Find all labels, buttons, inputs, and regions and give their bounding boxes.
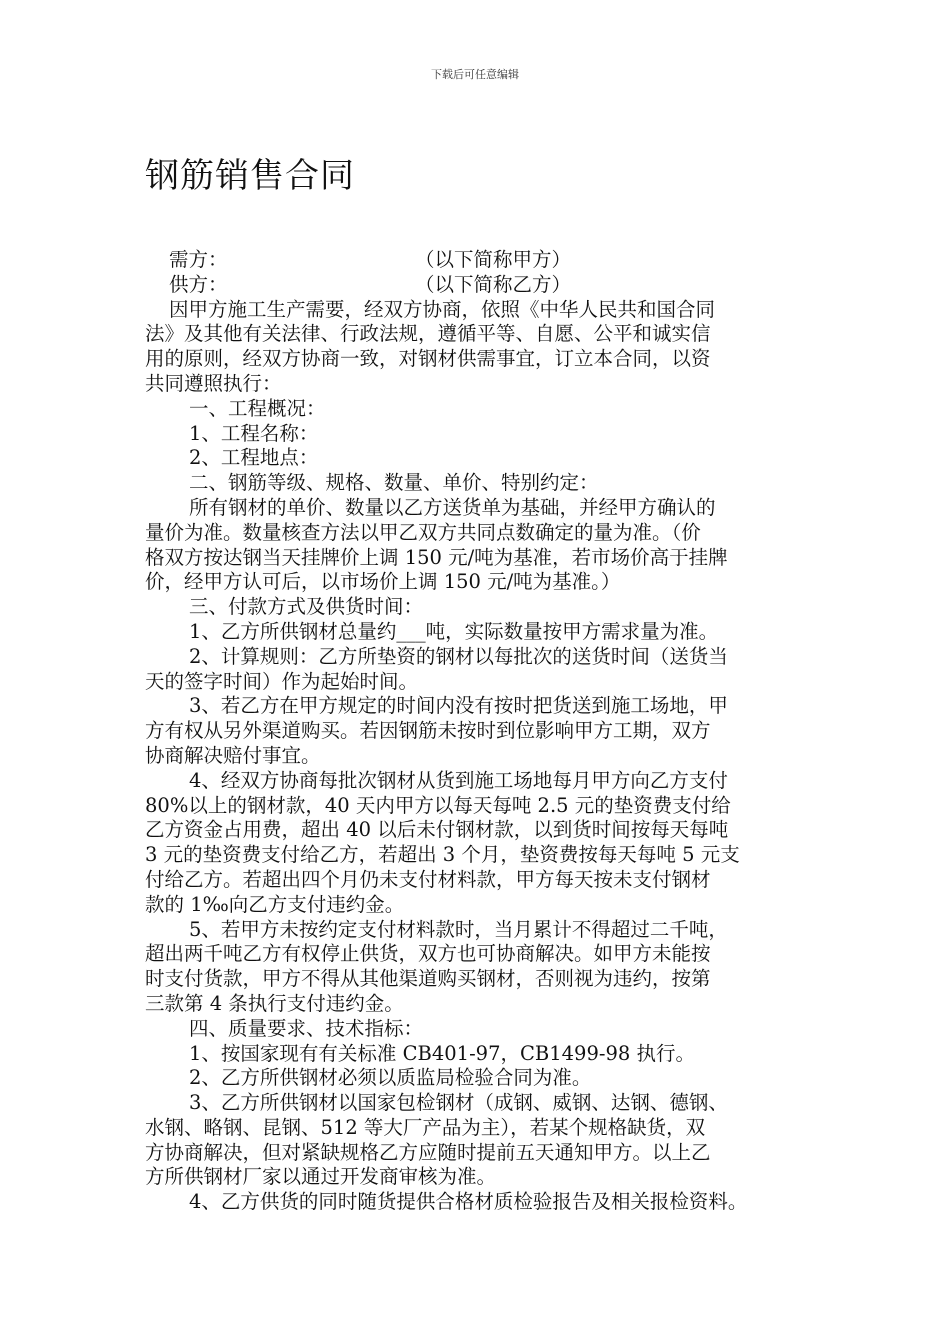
- paragraph-line: 共同遵照执行：: [145, 371, 282, 395]
- clause-line: 2、工程地点：: [189, 446, 319, 470]
- clause-line: 2、计算规则：乙方所垫资的钢材以每批次的送货时间（送货当: [189, 644, 728, 668]
- buyer-note: （以下简称甲方）: [415, 248, 572, 271]
- paragraph-line: 协商解决赔付事宜。: [145, 743, 321, 767]
- section-heading: 二、钢筋等级、规格、数量、单价、特别约定：: [189, 471, 599, 495]
- paragraph-line: 款的 1‰向乙方支付违约金。: [145, 892, 405, 916]
- section-heading: 三、付款方式及供货时间：: [189, 595, 424, 619]
- paragraph-line: 超出两千吨乙方有权停止供货，双方也可协商解决。如甲方未能按: [145, 942, 711, 966]
- seller-note: （以下简称乙方）: [415, 272, 572, 296]
- clause-line: 1、乙方所供钢材总量约___吨，实际数量按甲方需求量为准。: [189, 619, 719, 643]
- paragraph-line: 所有钢材的单价、数量以乙方送货单为基础，并经甲方确认的: [189, 495, 716, 519]
- paragraph-line: 方所供钢材厂家以通过开发商审核为准。: [145, 1165, 497, 1189]
- paragraph-line: 价，经甲方认可后，以市场价上调 150 元/吨为基准。）: [145, 570, 621, 594]
- paragraph-line: 用的原则，经双方协商一致，对钢材供需事宜，订立本合同，以资: [145, 347, 711, 371]
- seller-line: [145, 273, 813, 298]
- paragraph-line: 3 元的垫资费支付给乙方，若超出 3 个月，垫资费按每天每吨 5 元支: [145, 843, 740, 867]
- section-heading: 四、质量要求、技术指标：: [189, 1016, 424, 1040]
- paragraph-line: 法》及其他有关法律、行政法规，遵循平等、自愿、公平和诚实信: [145, 322, 711, 346]
- paragraph-line: 方协商解决，但对紧缺规格乙方应随时提前五天通知甲方。以上乙: [145, 1140, 711, 1164]
- paragraph-line: 因甲方施工生产需要，经双方协商，依照《中华人民共和国合同: [169, 297, 716, 321]
- clause-line: 1、工程名称：: [189, 421, 319, 445]
- paragraph-line: 水钢、略钢、昆钢、512 等大厂产品为主），若某个规格缺货，双: [145, 1115, 706, 1139]
- buyer-line: [145, 248, 813, 273]
- buyer-label: 需方：: [169, 248, 228, 271]
- paragraph-line: 量价为准。数量核查方法以甲乙双方共同点数确定的量为准。（价: [145, 520, 701, 544]
- paragraph-line: 80%以上的钢材款，40 天内甲方以每天每吨 2.5 元的垫资费支付给: [145, 793, 731, 817]
- page-header-note: 下载后可任意编辑: [431, 68, 519, 81]
- paragraph-line: 三款第 4 条执行支付违约金。: [145, 991, 404, 1015]
- clause-line: 3、乙方所供钢材以国家包检钢材（成钢、威钢、达钢、德钢、: [189, 1091, 728, 1115]
- clause-line: 5、若甲方未按约定支付材料款时，当月累计不得超过二千吨，: [189, 917, 728, 941]
- clause-line: 3、若乙方在甲方规定的时间内没有按时把货送到施工场地，甲: [189, 694, 728, 718]
- paragraph-line: 方有权从另外渠道购买。若因钢筋未按时到位影响甲方工期，双方: [145, 719, 711, 743]
- contract-body: [145, 248, 813, 1215]
- paragraph-line: 时支付货款，甲方不得从其他渠道购买钢材，否则视为违约，按第: [145, 967, 711, 991]
- paragraph-line: 格双方按达钢当天挂牌价上调 150 元/吨为基准，若市场价高于挂牌: [145, 545, 728, 569]
- document-title: 钢筋销售合同: [145, 156, 355, 196]
- paragraph-line: 付给乙方。若超出四个月仍未支付材料款，甲方每天按未支付钢材: [145, 867, 711, 891]
- paragraph-line: 天的签字时间）作为起始时间。: [145, 669, 419, 693]
- clause-line: 2、乙方所供钢材必须以质监局检验合同为准。: [189, 1066, 592, 1090]
- paragraph-line: 乙方资金占用费，超出 40 以后未付钢材款，以到货时间按每天每吨: [145, 818, 729, 842]
- section-heading: 一、工程概况：: [189, 396, 326, 420]
- seller-label: 供方：: [169, 272, 228, 296]
- clause-line: 1、按国家现有有关标准 CB401-97，CB1499-98 执行。: [189, 1041, 695, 1065]
- clause-line: 4、经双方协商每批次钢材从货到施工场地每月甲方向乙方支付: [189, 768, 728, 792]
- clause-line: 4、乙方供货的同时随货提供合格材质检验报告及相关报检资料。: [189, 1190, 748, 1214]
